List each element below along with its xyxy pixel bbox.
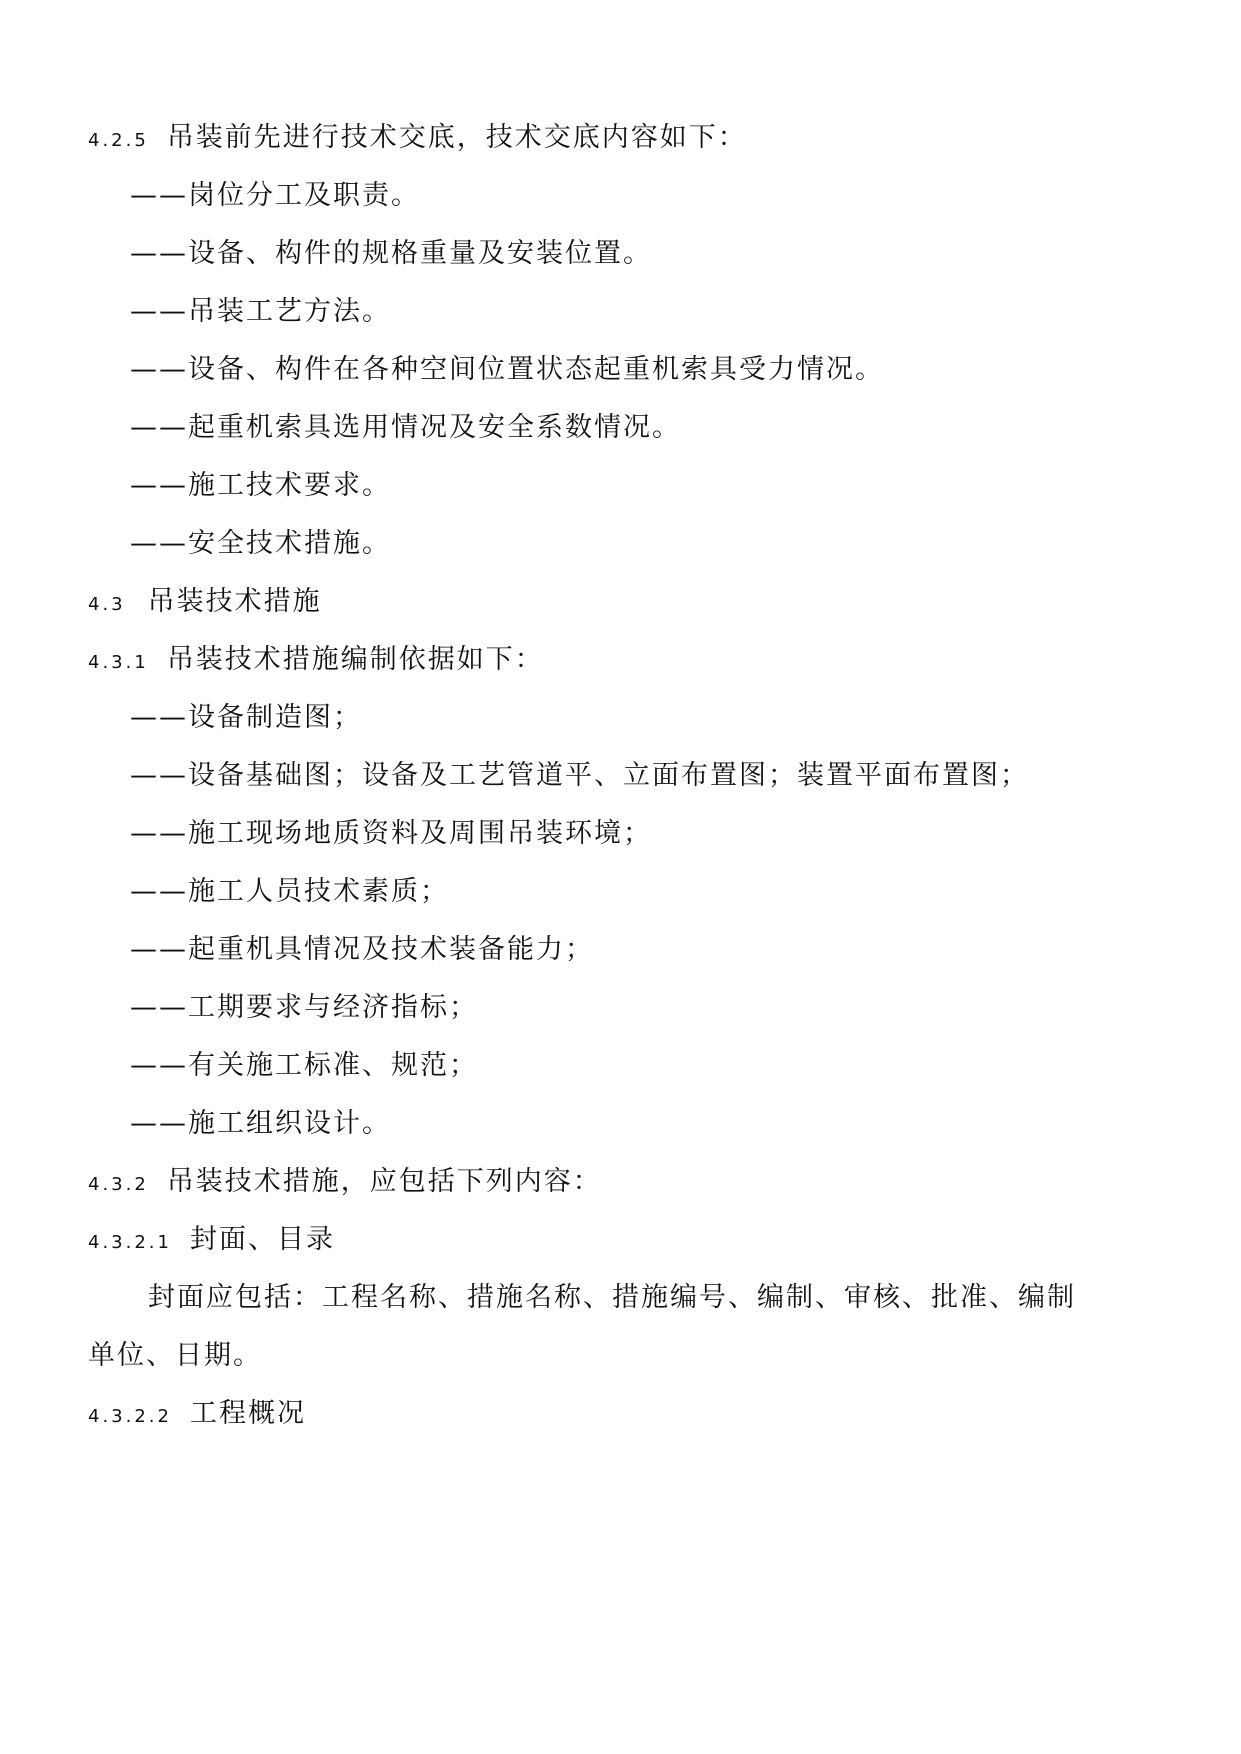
list-item: ——有关施工标准、规范；	[130, 1050, 478, 1081]
list-item: ——设备、构件的规格重量及安装位置。	[130, 238, 652, 269]
clause-4-2-5	[88, 120, 747, 159]
clause-4-3-2	[88, 1164, 602, 1203]
list-item: ——岗位分工及职责。	[130, 180, 420, 211]
list-item: ——设备制造图；	[130, 702, 362, 733]
clause-title: 封面、目录	[189, 1224, 335, 1255]
clause-number: 4.2.5	[88, 130, 149, 151]
clause-text: 吊装技术措施，应包括下列内容：	[166, 1166, 602, 1197]
section-heading-4-3	[88, 584, 322, 623]
clause-number: 4.3.2.1	[88, 1232, 172, 1253]
list-item: ——起重机索具选用情况及安全系数情况。	[130, 412, 681, 443]
list-item: ——施工组织设计。	[130, 1108, 391, 1139]
list-item: ——设备基础图；设备及工艺管道平、立面布置图；装置平面布置图；	[130, 760, 1029, 791]
list-item: ——施工技术要求。	[130, 470, 391, 501]
clause-title: 工程概况	[189, 1398, 306, 1429]
list-item: ——工期要求与经济指标；	[130, 992, 478, 1023]
list-item: ——设备、构件在各种空间位置状态起重机索具受力情况。	[130, 354, 884, 385]
clause-number: 4.3.2	[88, 1174, 149, 1195]
paragraph-line: 封面应包括：工程名称、措施名称、措施编号、编制、审核、批准、编制	[148, 1282, 1076, 1313]
clause-number: 4.3.2.2	[88, 1406, 172, 1427]
clause-4-3-2-1	[88, 1222, 335, 1261]
section-number: 4.3	[88, 594, 126, 615]
list-item: ——吊装工艺方法。	[130, 296, 391, 327]
clause-4-3-2-2	[88, 1396, 306, 1435]
clause-4-3-1	[88, 642, 544, 681]
clause-number: 4.3.1	[88, 652, 149, 673]
list-item: ——施工人员技术素质；	[130, 876, 449, 907]
clause-text: 吊装技术措施编制依据如下：	[166, 644, 544, 675]
list-item: ——施工现场地质资料及周围吊装环境；	[130, 818, 652, 849]
list-item: ——安全技术措施。	[130, 528, 391, 559]
clause-text: 吊装前先进行技术交底，技术交底内容如下：	[166, 122, 747, 153]
list-item: ——起重机具情况及技术装备能力；	[130, 934, 594, 965]
paragraph-line: 单位、日期。	[88, 1340, 262, 1371]
section-title: 吊装技术措施	[147, 586, 322, 617]
